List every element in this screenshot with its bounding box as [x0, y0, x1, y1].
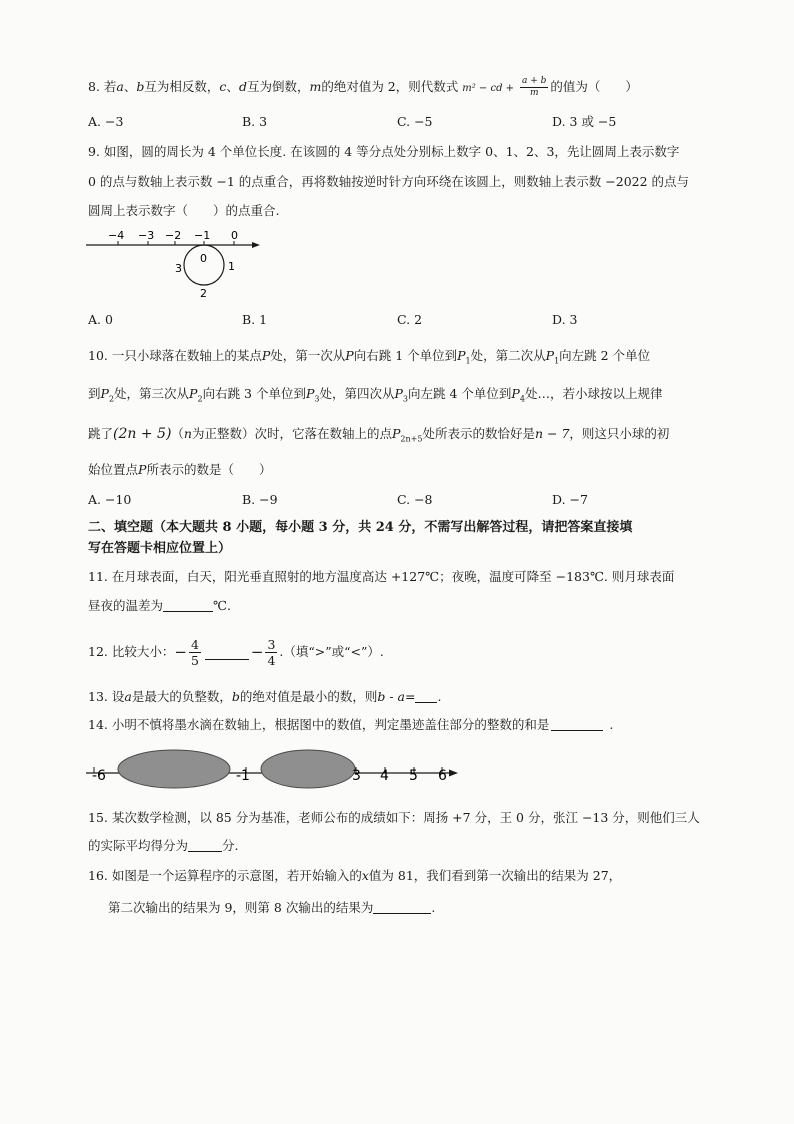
q11-line1: 11. 在月球表面，白天，阳光垂直照射的地方温度高达 +127℃；夜晚，温度可降至 −183℃. 则月球表面: [88, 569, 675, 584]
q8-var-b: b: [136, 79, 145, 94]
q10-line3: [88, 424, 669, 450]
q12-text: .（填“>”或“<”）.: [279, 644, 384, 659]
q10-sub: 2: [197, 394, 203, 404]
q8-option-b: B. 3: [242, 114, 268, 129]
q10-text: 处，第四次从: [319, 386, 395, 401]
axis-label: -6: [92, 768, 106, 784]
q8-text: 互为倒数，: [246, 79, 310, 94]
q10-sub: 2: [108, 394, 115, 404]
q11-text: ℃.: [213, 598, 231, 613]
answer-blank: [373, 899, 431, 914]
q15-line1: 15. 某次数学检测，以 85 分为基准，老师公布的成绩如下：周扬 +7 分，王 0 分，张江 −13 分，则他们三人: [88, 810, 700, 825]
q8-option-d: D. 3 或 −5: [552, 114, 617, 129]
circle-label-right: 1: [228, 260, 235, 273]
q10-sub: 1: [465, 356, 471, 366]
q10-point: P: [511, 386, 520, 401]
q14-line: [88, 715, 613, 735]
q16-line2: [108, 898, 435, 918]
q12-text: 12. 比较大小：: [88, 644, 175, 659]
ink-blot-left: [118, 750, 230, 788]
q9-line1: 9. 如图，圆的周长为 4 个单位长度. 在该圆的 4 等分点处分别标上数字 0、1、2、3，先让圆周上表示数字: [88, 144, 680, 159]
q10-text: 为正整数）次时，它落在数轴上的点: [191, 426, 392, 441]
q9-option-b: B. 1: [242, 312, 268, 327]
q10-text: 向右跳 1 个单位到: [353, 348, 458, 363]
answer-blank: [163, 597, 213, 612]
q14-figure: [84, 744, 464, 790]
q8-option-a: A. −3: [88, 114, 124, 129]
q10-text: ，则这只小球的初: [569, 426, 670, 441]
axis-label: −4: [108, 229, 125, 242]
frac-numerator: 3: [267, 636, 276, 652]
q10-text: 始位置点: [88, 462, 139, 477]
answer-blank: [205, 645, 249, 660]
axis-label: −1: [194, 229, 211, 242]
q10-text: 向左跳 4 个单位到: [408, 386, 512, 401]
q11-line2: [88, 596, 231, 616]
q9-figure: [84, 226, 274, 304]
q10-text: 向右跳 3 个单位到: [202, 386, 306, 401]
q14-text: 14. 小明不慎将墨水滴在数轴上，根据图中的数值，判定墨迹盖住部分的整数的和是: [88, 717, 550, 732]
q10-text: 10. 一只小球落在数轴上的某点: [88, 348, 262, 363]
q11-text: 昼夜的温差为: [88, 598, 164, 613]
q12-line: [88, 632, 384, 672]
q8-frac-denominator: m: [529, 88, 539, 98]
q8-var-m: m: [309, 79, 322, 94]
q10-point: P: [100, 386, 109, 401]
q10-text: 跳了: [88, 426, 114, 441]
frac-numerator: 4: [190, 636, 199, 652]
q15-text: 的实际平均得分为: [88, 838, 189, 853]
q10-option-a: A. −10: [88, 492, 132, 507]
q10-line1: [88, 346, 650, 372]
axis-label: -1: [236, 768, 250, 784]
q8-text: 8. 若: [88, 79, 117, 94]
q10-text: 处…，若小球按以上规律: [524, 386, 663, 401]
q16-text: 16. 如图是一个运算程序的示意图，若开始输入的: [88, 868, 362, 883]
axis-label: 5: [409, 768, 418, 784]
q10-text: 处所表示的数恰好是: [422, 426, 535, 441]
q13-var-a: a: [124, 689, 132, 704]
q10-option-c: C. −8: [397, 492, 433, 507]
q13-text: .: [437, 689, 442, 704]
answer-blank: [415, 688, 437, 703]
answer-blank: [551, 716, 603, 731]
q13-expression: b - a=: [377, 689, 416, 704]
number-circle: [184, 245, 224, 285]
q8-stem: [88, 76, 638, 99]
q10-text: 处，第三次从: [114, 386, 190, 401]
axis-label: 0: [231, 229, 238, 242]
ink-blot-right: [261, 750, 355, 788]
q8-text: 的值为（ ）: [550, 79, 638, 94]
q10-sub: 2n+5: [400, 434, 423, 444]
q10-var-n: n: [183, 426, 192, 441]
circle-label-top: 0: [200, 252, 207, 265]
q15-text: 分.: [222, 838, 239, 853]
q8-text: 、: [123, 79, 137, 94]
axis-arrow: [449, 770, 458, 777]
q10-point: P: [305, 386, 315, 401]
circle-label-left: 3: [175, 262, 182, 275]
q10-sub: 4: [519, 394, 525, 404]
frac-denominator: 5: [190, 652, 199, 668]
q10-option-d: D. −7: [552, 492, 588, 507]
q10-text: 到: [88, 386, 101, 401]
q10-sub: 1: [554, 356, 560, 366]
section-heading: 二、填空题（本大题共 8 小题，每小题 3 分，共 24 分，不需写出解答过程，请把答案直接填: [88, 520, 633, 535]
q10-line2: [88, 384, 662, 410]
q8-text: 互为相反数，: [144, 79, 220, 94]
q9-option-a: A. 0: [88, 312, 113, 327]
q10-point-p: P: [261, 348, 271, 363]
q9-option-d: D. 3: [552, 312, 578, 327]
q16-text: 第二次输出的结果为 9，则第 8 次输出的结果为: [108, 900, 374, 915]
q10-text: （: [171, 426, 184, 441]
q10-option-b: B. −9: [242, 492, 278, 507]
q12-fraction-2: [265, 637, 277, 668]
frac-denominator: 4: [267, 652, 276, 668]
q8-expression: m² − cd +: [462, 83, 515, 94]
q8-var-a: a: [116, 79, 124, 94]
q12-minus: −: [250, 643, 264, 661]
q15-line2: [88, 836, 239, 856]
q8-option-c: C. −5: [397, 114, 433, 129]
q13-text: 是最大的负整数，: [131, 689, 232, 704]
q12-minus: −: [174, 643, 187, 661]
axis-label: −3: [138, 229, 155, 242]
q13-text: 13. 设: [88, 689, 125, 704]
q8-text: 、: [226, 79, 239, 94]
q16-text: 值为 81，我们看到第一次输出的结果为 27，: [368, 868, 622, 883]
q10-point-p1: P: [457, 348, 466, 363]
q14-text: .: [609, 717, 614, 732]
q8-var-d: d: [238, 79, 247, 94]
q10-text: 向左跳 2 个单位: [559, 348, 651, 363]
q10-line4: [88, 460, 271, 480]
section-heading-cont: 写在答题卡相应位置上）: [88, 541, 232, 556]
q8-fraction: [520, 76, 548, 99]
circle-label-bottom: 2: [200, 287, 207, 300]
q8-var-c: c: [219, 79, 227, 94]
axis-label: 3: [352, 768, 361, 784]
q16-text: .: [431, 900, 436, 915]
q10-sub: 3: [314, 394, 320, 404]
q13-var-b: b: [231, 689, 240, 704]
q10-point-p: P: [345, 348, 354, 363]
q9-line3: 圆周上表示数字（ ）的点重合.: [88, 203, 280, 218]
q12-fraction-1: [189, 637, 201, 668]
q8-frac-numerator: a + b: [522, 76, 547, 86]
q13-line: [88, 687, 441, 707]
axis-label: 6: [438, 768, 447, 784]
q10-point: P: [189, 386, 198, 401]
axis-label: 4: [380, 768, 389, 784]
q10-point: P: [138, 462, 147, 477]
q10-text: 处，第一次从: [270, 348, 346, 363]
q10-point: P: [394, 386, 403, 401]
q10-point: P: [392, 426, 401, 441]
q10-expression: n − 7: [534, 426, 570, 441]
q16-line1: [88, 866, 621, 886]
q10-expression: (2n + 5): [113, 426, 172, 442]
q10-text: 所表示的数是（ ）: [146, 462, 272, 477]
q16-var-x: x: [361, 868, 369, 883]
q8-text: 的绝对值为 2，则代数式: [321, 79, 459, 94]
q10-sub: 3: [402, 394, 409, 404]
q9-line2: 0 的点与数轴上表示数 −1 的点重合，再将数轴按逆时针方向环绕在该圆上，则数轴上表示数 −2022 的点与: [88, 174, 690, 189]
axis-arrow: [252, 242, 260, 248]
q10-text: 处，第二次从: [470, 348, 546, 363]
q13-text: 的绝对值是最小的数，则: [239, 689, 378, 704]
axis-label: −2: [165, 229, 182, 242]
q10-point-p1: P: [545, 348, 555, 363]
answer-blank: [188, 837, 222, 852]
q9-option-c: C. 2: [397, 312, 423, 327]
